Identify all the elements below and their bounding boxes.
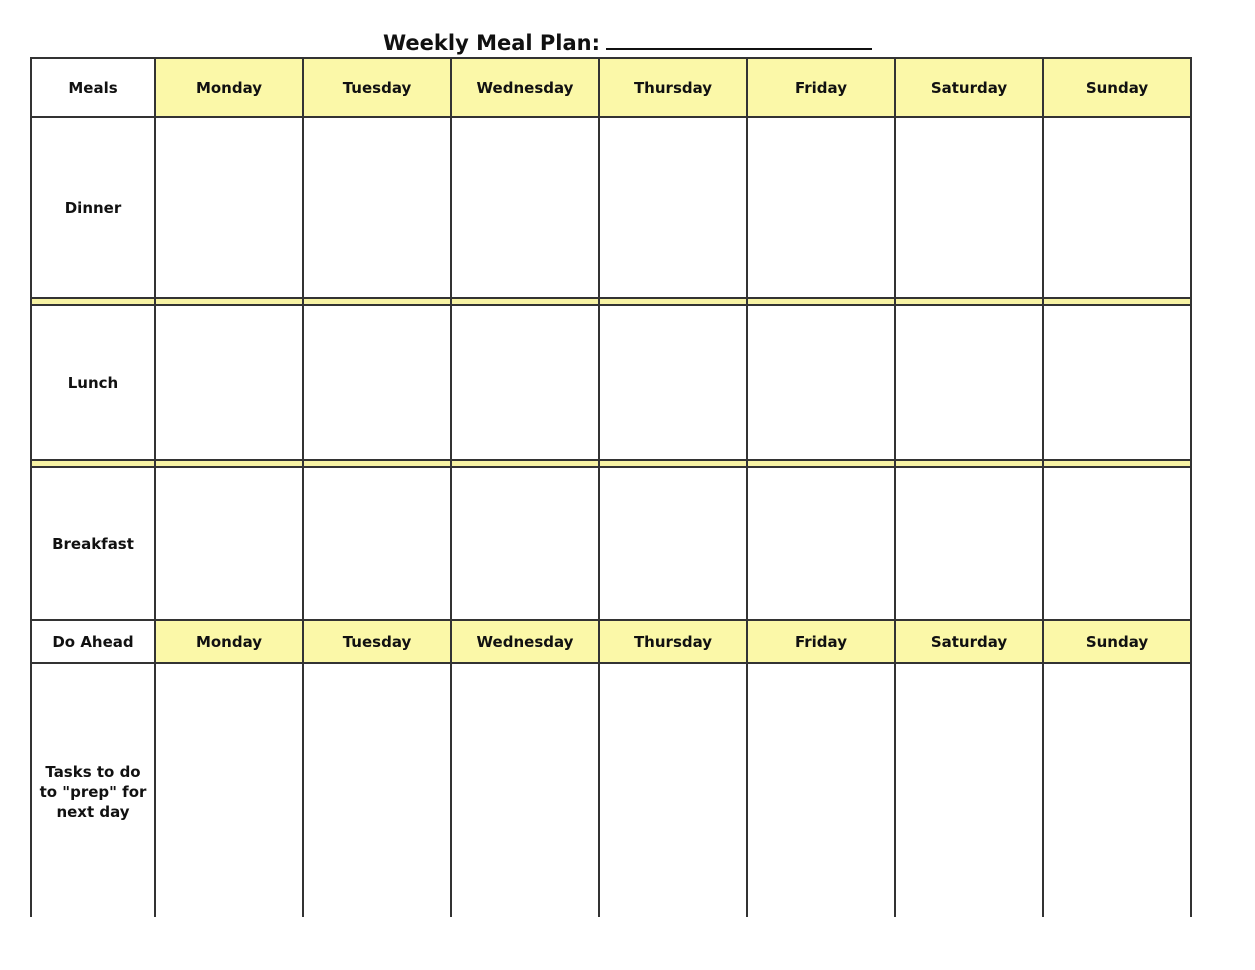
row-separator: [156, 299, 302, 304]
dinner-cell-monday[interactable]: [156, 118, 302, 297]
meal-plan-table: [30, 57, 1192, 917]
title-blank-line[interactable]: [606, 30, 872, 50]
dinner-cell-saturday[interactable]: [896, 118, 1042, 297]
tasks-cell-saturday[interactable]: [896, 664, 1042, 919]
breakfast-cell-thursday[interactable]: [600, 468, 746, 619]
breakfast-cell-friday[interactable]: [748, 468, 894, 619]
do-ahead-header: Do Ahead: [32, 621, 154, 662]
breakfast-cell-tuesday[interactable]: [304, 468, 450, 619]
tasks-cell-wednesday[interactable]: [452, 664, 598, 919]
day-header-friday: Friday: [748, 621, 894, 662]
day-header-saturday: Saturday: [896, 621, 1042, 662]
lunch-cell-saturday[interactable]: [896, 306, 1042, 459]
dinner-cell-friday[interactable]: [748, 118, 894, 297]
day-header-friday: Friday: [748, 59, 894, 116]
row-separator: [452, 299, 598, 304]
breakfast-cell-sunday[interactable]: [1044, 468, 1190, 619]
day-header-sunday: Sunday: [1044, 621, 1190, 662]
tasks-cell-tuesday[interactable]: [304, 664, 450, 919]
lunch-cell-monday[interactable]: [156, 306, 302, 459]
breakfast-cell-wednesday[interactable]: [452, 468, 598, 619]
dinner-cell-wednesday[interactable]: [452, 118, 598, 297]
lunch-cell-friday[interactable]: [748, 306, 894, 459]
lunch-cell-sunday[interactable]: [1044, 306, 1190, 459]
row-separator: [452, 461, 598, 466]
row-separator: [600, 299, 746, 304]
breakfast-cell-monday[interactable]: [156, 468, 302, 619]
row-separator: [1044, 461, 1190, 466]
day-header-tuesday: Tuesday: [304, 59, 450, 116]
row-separator: [600, 461, 746, 466]
day-header-wednesday: Wednesday: [452, 621, 598, 662]
title-text: Weekly Meal Plan:: [383, 31, 600, 55]
day-header-wednesday: Wednesday: [452, 59, 598, 116]
breakfast-cell-saturday[interactable]: [896, 468, 1042, 619]
row-separator: [304, 461, 450, 466]
meal-label-dinner: Dinner: [32, 118, 154, 297]
tasks-cell-friday[interactable]: [748, 664, 894, 919]
dinner-cell-sunday[interactable]: [1044, 118, 1190, 297]
dinner-cell-thursday[interactable]: [600, 118, 746, 297]
day-header-monday: Monday: [156, 59, 302, 116]
meals-header: Meals: [32, 59, 154, 116]
day-header-thursday: Thursday: [600, 621, 746, 662]
tasks-cell-sunday[interactable]: [1044, 664, 1190, 919]
row-separator: [156, 461, 302, 466]
row-separator: [32, 461, 154, 466]
row-separator: [1044, 299, 1190, 304]
lunch-cell-tuesday[interactable]: [304, 306, 450, 459]
day-header-sunday: Sunday: [1044, 59, 1190, 116]
row-separator: [896, 299, 1042, 304]
lunch-cell-wednesday[interactable]: [452, 306, 598, 459]
tasks-cell-thursday[interactable]: [600, 664, 746, 919]
row-separator: [748, 461, 894, 466]
day-header-saturday: Saturday: [896, 59, 1042, 116]
lunch-cell-thursday[interactable]: [600, 306, 746, 459]
day-header-monday: Monday: [156, 621, 302, 662]
row-separator: [896, 461, 1042, 466]
dinner-cell-tuesday[interactable]: [304, 118, 450, 297]
meal-label-lunch: Lunch: [32, 306, 154, 459]
meal-label-breakfast: Breakfast: [32, 468, 154, 619]
row-separator: [32, 299, 154, 304]
day-header-tuesday: Tuesday: [304, 621, 450, 662]
tasks-cell-monday[interactable]: [156, 664, 302, 919]
tasks-label: Tasks to do to "prep" for next day: [32, 664, 154, 919]
day-header-thursday: Thursday: [600, 59, 746, 116]
row-separator: [748, 299, 894, 304]
page-title: [0, 30, 1255, 55]
row-separator: [304, 299, 450, 304]
